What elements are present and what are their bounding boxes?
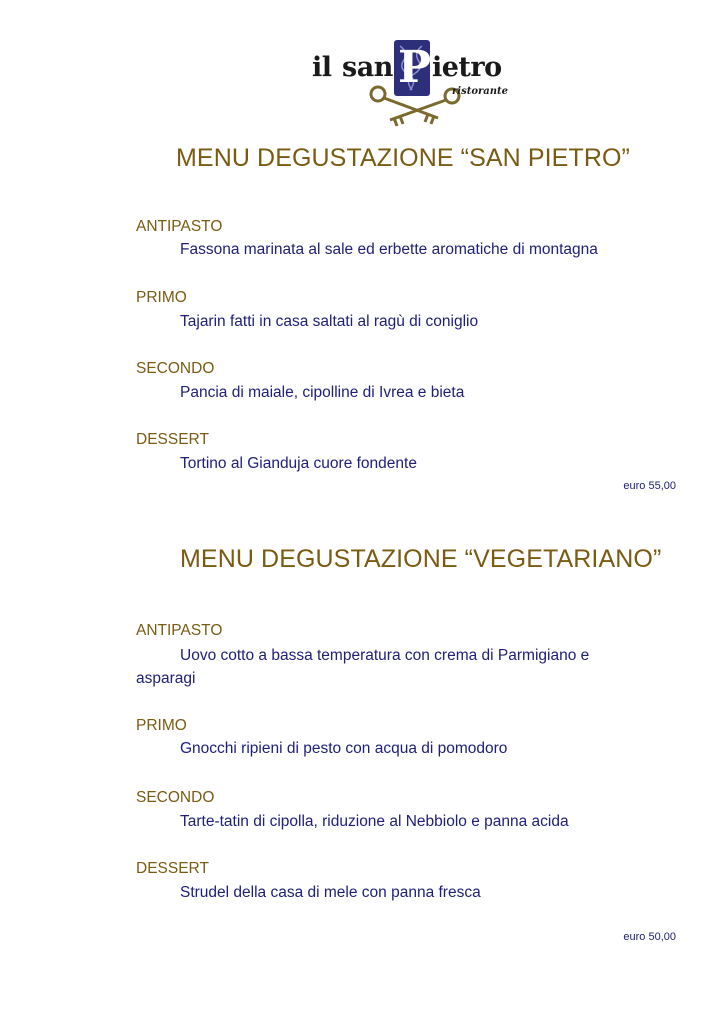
course-label: ANTIPASTO <box>136 218 223 235</box>
course-dish: Pancia di maiale, cipolline di Ivrea e bieta <box>180 384 465 401</box>
restaurant-logo <box>312 36 522 130</box>
logo-subtitle: ristorante <box>452 86 508 97</box>
menu-price: euro 50,00 <box>623 931 676 943</box>
course-label: SECONDO <box>136 360 215 377</box>
course-label: DESSERT <box>136 431 209 448</box>
course-dish: Tortino al Gianduja cuore fondente <box>180 455 417 472</box>
course-dish: Strudel della casa di mele con panna fresca <box>180 884 481 901</box>
menu-price: euro 55,00 <box>623 480 676 492</box>
course-dish: Gnocchi ripieni di pesto con acqua di pomodoro <box>180 740 508 757</box>
logo-initial-p: P <box>398 42 431 93</box>
course-label: SECONDO <box>136 789 215 806</box>
menu-title: MENU DEGUSTAZIONE “VEGETARIANO” <box>180 545 662 573</box>
logo-word-il: il <box>312 52 332 83</box>
course-label: PRIMO <box>136 717 187 734</box>
course-dish: Uovo cotto a bassa temperatura con crema di Parmigiano e <box>180 647 590 664</box>
course-label: PRIMO <box>136 289 187 306</box>
course-dish: Tarte-tatin di cipolla, riduzione al Nebbiolo e panna acida <box>180 813 569 830</box>
course-label: DESSERT <box>136 860 209 877</box>
logo-word-san: san <box>342 52 393 83</box>
course-dish: Tajarin fatti in casa saltati al ragù di coniglio <box>180 313 479 330</box>
course-label: ANTIPASTO <box>136 622 223 639</box>
course-dish-continued: asparagi <box>136 670 196 687</box>
logo-word-ietro: ietro <box>432 52 502 83</box>
course-dish: Fassona marinata al sale ed erbette aromatiche di montagna <box>180 241 598 258</box>
menu-title: MENU DEGUSTAZIONE “SAN PIETRO” <box>176 144 630 172</box>
